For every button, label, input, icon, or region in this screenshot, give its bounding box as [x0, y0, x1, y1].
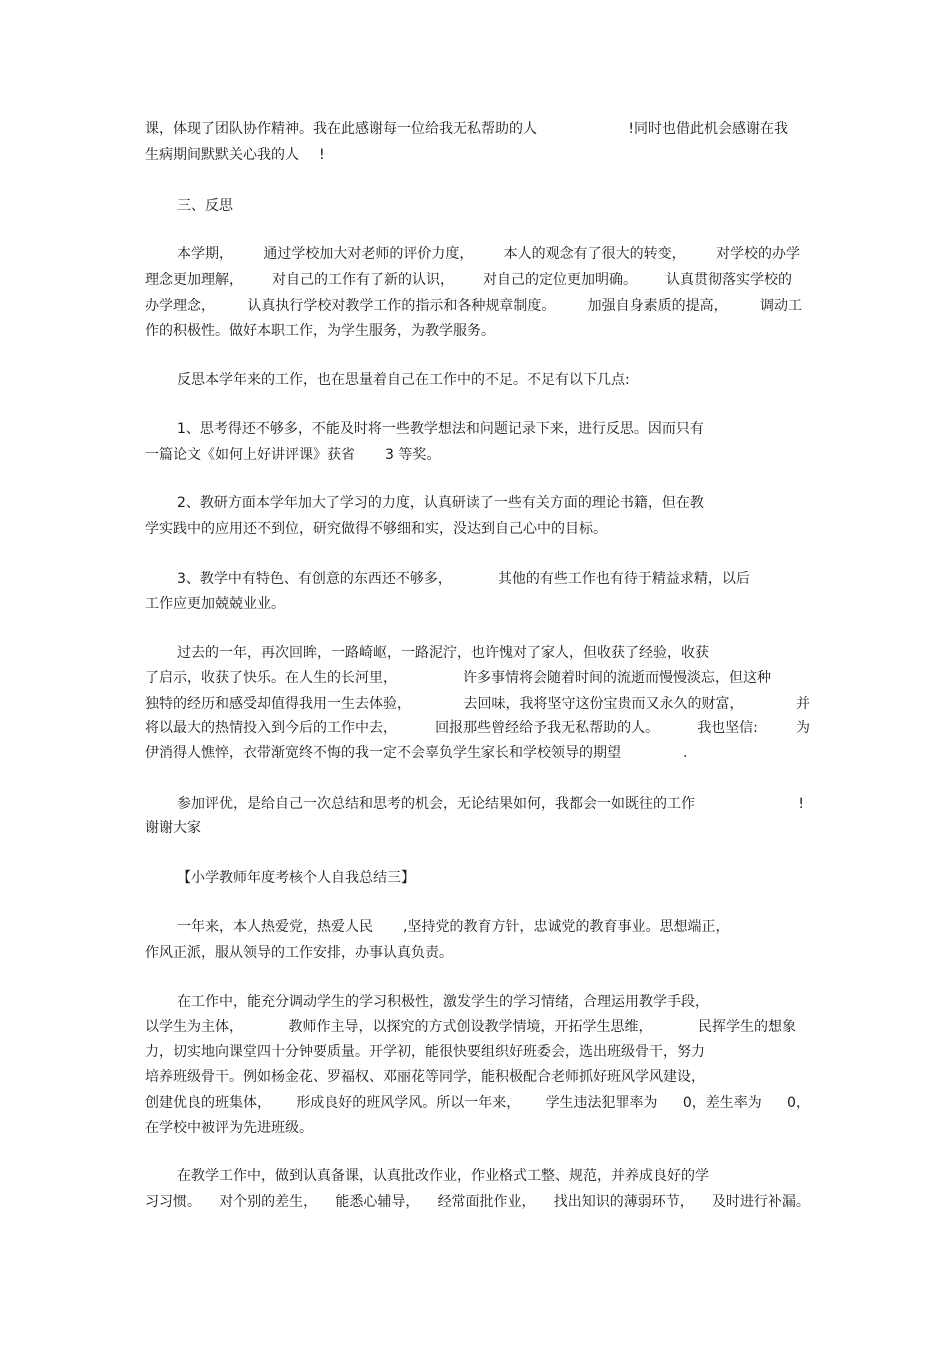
text-line: 理念更加理解， 对自己的工作有了新的认识， 对自己的定位更加明确。 认真贯彻落实学校的: [145, 272, 792, 288]
text-line: 在学校中被评为先进班级。: [145, 1120, 313, 1136]
text-line: 在工作中，能充分调动学生的学习积极性，激发学生的学习情绪，合理运用教学手段，: [177, 994, 709, 1010]
text-line: 工作应更加兢兢业业。: [145, 596, 285, 612]
text-line: 以学生为主体， 教师作主导，以探究的方式创设教学情境，开拓学生思维， 民挥学生的想象: [145, 1019, 796, 1035]
text-line: 在教学工作中，做到认真备课，认真批改作业，作业格式工整、规范，并养成良好的学: [177, 1168, 709, 1184]
text-line: 独特的经历和感受却值得我用一生去体验， 去回味，我将坚守这份宝贵而又永久的财富， 并: [145, 696, 810, 712]
text-line: 谢谢大家: [145, 820, 201, 836]
text-line: 培养班级骨干。例如杨金花、罗福权、邓丽花等同学，能积极配合老师抓好班风学风建设，: [145, 1069, 705, 1085]
text-line: 1、思考得还不够多，不能及时将一些教学想法和问题记录下来，进行反思。因而只有: [177, 421, 704, 437]
text-line: 学实践中的应用还不到位，研究做得不够细和实，没达到自己心中的目标。: [145, 521, 607, 537]
section-heading: 三、反思: [177, 198, 233, 214]
text-line: 本学期， 通过学校加大对老师的评价力度， 本人的观念有了很大的转变， 对学校的办学: [177, 246, 800, 262]
text-line: 办学理念， 认真执行学校对教学工作的指示和各种规章制度。 加强自身素质的提高， 调动工: [145, 298, 802, 314]
text-line: 作的积极性。做好本职工作，为学生服务，为教学服务。: [145, 323, 495, 339]
text-line: 生病期间默默关心我的人 !: [145, 147, 325, 163]
text-line: 一年来，本人热爱党，热爱人民 ,坚持党的教育方针，忠诚党的教育事业。思想端正，: [177, 919, 730, 935]
text-line: 课，体现了团队协作精神。我在此感谢每一位给我无私帮助的人 !同时也借此机会感谢在我: [145, 121, 788, 137]
text-line: 2、教研方面本学年加大了学习的力度，认真研读了一些有关方面的理论书籍，但在教: [177, 495, 704, 511]
text-line: 创建优良的班集体， 形成良好的班风学风。所以一年来， 学生违法犯罪率为 0，差生率为 0，: [145, 1095, 810, 1111]
section-title: 【小学教师年度考核个人自我总结三】: [177, 870, 415, 886]
text-line: 参加评优，是给自己一次总结和思考的机会，无论结果如何，我都会一如既往的工作 !: [177, 796, 804, 812]
text-line: 3、教学中有特色、有创意的东西还不够多， 其他的有些工作也有待于精益求精，以后: [177, 571, 750, 587]
text-line: 力，切实地向课堂四十分钟要质量。开学初，能很快要组织好班委会，选出班级骨干，努力: [145, 1044, 705, 1060]
text-line: 习习惯。 对个别的差生， 能悉心辅导， 经常面批作业， 找出知识的薄弱环节， 及时进行补漏。: [145, 1194, 810, 1210]
text-line: 了启示，收获了快乐。在人生的长河里， 许多事情将会随着时间的流逝而慢慢淡忘，但这种: [145, 670, 771, 686]
text-line: 反思本学年来的工作，也在思量着自己在工作中的不足。不足有以下几点:: [177, 372, 630, 388]
text-line: 过去的一年，再次回眸，一路崎岖，一路泥泞，也许愧对了家人，但收获了经验，收获: [177, 645, 709, 661]
text-line: 伊消得人憔悴，衣带渐宽终不悔的我一定不会辜负学生家长和学校领导的期望 .: [145, 745, 688, 761]
text-line: 作风正派，服从领导的工作安排，办事认真负责。: [145, 945, 453, 961]
text-line: 将以最大的热情投入到今后的工作中去， 回报那些曾经给予我无私帮助的人。 我也坚信: 为: [145, 720, 810, 736]
text-line: 一篇论文《如何上好讲评课》获省 3 等奖。: [145, 447, 441, 463]
